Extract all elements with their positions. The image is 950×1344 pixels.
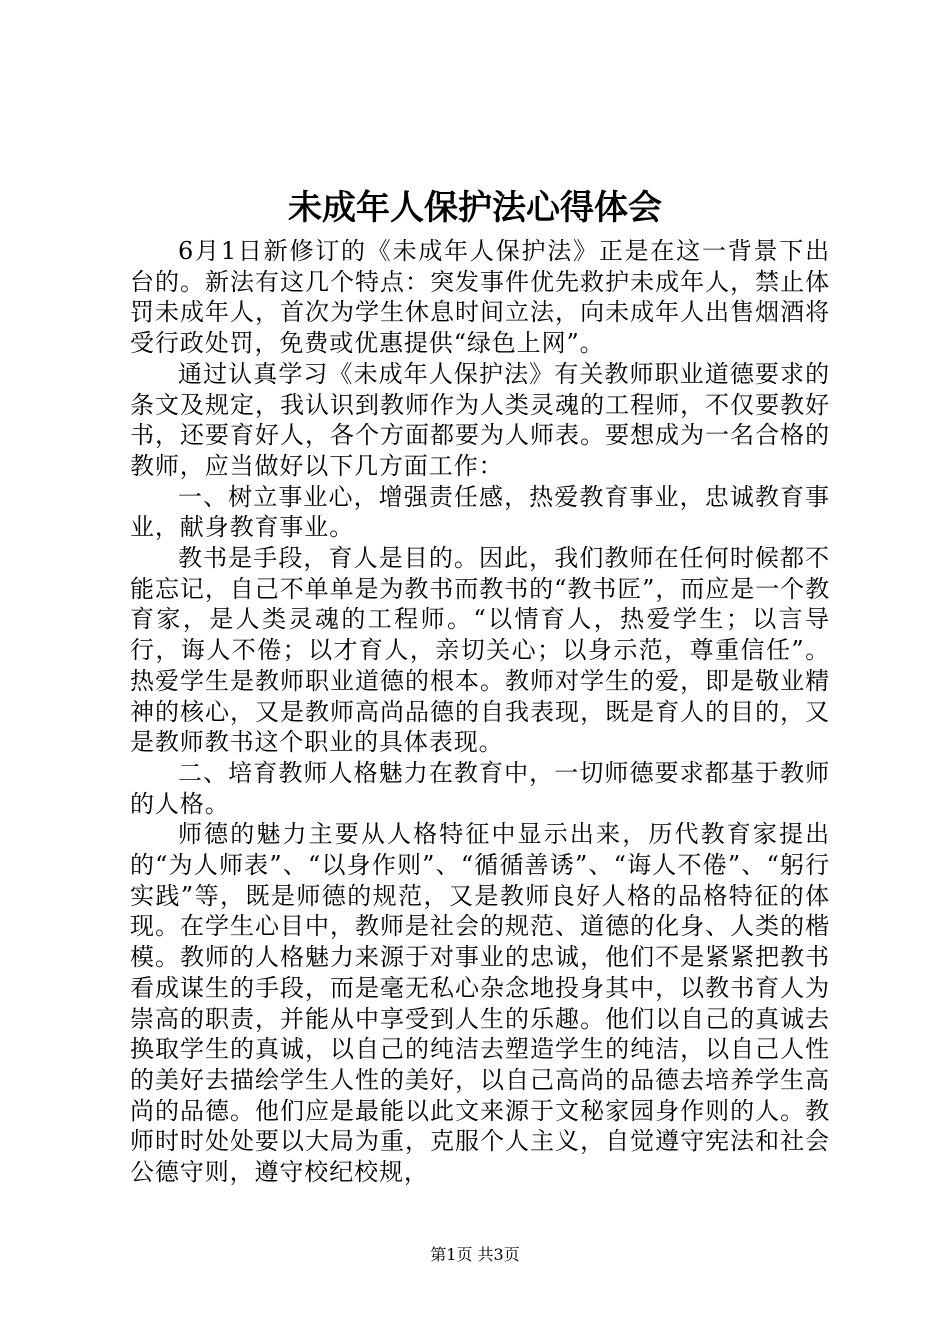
page-number-footer: 第1页 共3页 (430, 1245, 520, 1264)
document-title: 未成年人保护法心得体会 (288, 188, 662, 228)
paragraph-2: 通过认真学习《未成年人保护法》有关教师职业道德要求的条文及规定，我认识到教师作为人类灵魂的工程师，不仅要教好书，还要育好人，各个方面都要为人师表。要想成为一名合格的教师，应当做好以下几方面工作： (130, 359, 830, 480)
paragraph-5: 二、培育教师人格魅力在教育中，一切师德要求都基于教师的人格。 (130, 758, 830, 818)
paragraph-6: 师德的魅力主要从人格特征中显示出来，历代教育家提出的“为人师表”、“以身作则”、“循循善诱”、“诲人不倦”、“躬行实践”等，既是师德的规范，又是教师良好人格的品格特征的体现。在学生心目中，教师是社会的规范、道德的化身、人类的楷模。教师的人格魅力来源于对事业的忠诚，他们不是紧紧把教书看成谋生的手段，而是毫无私心杂念地投身其中，以教书育人为崇高的职责，并能从中享受到人生的乐趣。他们以自己的真诚去换取学生的真诚，以自己的纯洁去塑造学生的纯洁，以自己人性的美好去描绘学生人性的美好，以自己高尚的品德去培养学生高尚的品德。他们应是最能以此文来源于文秘家园身作则的人。教师时时处处要以大局为重，克服个人主义，自觉遵守宪法和社会公德守则，遵守校纪校规， (130, 820, 830, 1187)
document-body (130, 236, 830, 1188)
paragraph-3: 一、树立事业心，增强责任感，热爱教育事业，忠诚教育事业，献身教育事业。 (130, 482, 830, 542)
paragraph-1: 6月1日新修订的《未成年人保护法》正是在这一背景下出台的。新法有这几个特点：突发事件优先救护未成年人，禁止体罚未成年人，首次为学生休息时间立法，向未成年人出售烟酒将受行政处罚，免费或优惠提供“绿色上网”。 (130, 237, 830, 358)
paragraph-4: 教书是手段，育人是目的。因此，我们教师在任何时候都不能忘记，自己不单单是为教书而教书的“教书匠”，而应是一个教育家，是人类灵魂的工程师。“以情育人，热爱学生；以言导行，诲人不倦；以才育人，亲切关心；以身示范，尊重信任”。热爱学生是教师职业道德的根本。教师对学生的爱，即是敬业精神的核心，又是教师高尚品德的自我表现，既是育人的目的，又是教师教书这个职业的具体表现。 (130, 544, 830, 757)
